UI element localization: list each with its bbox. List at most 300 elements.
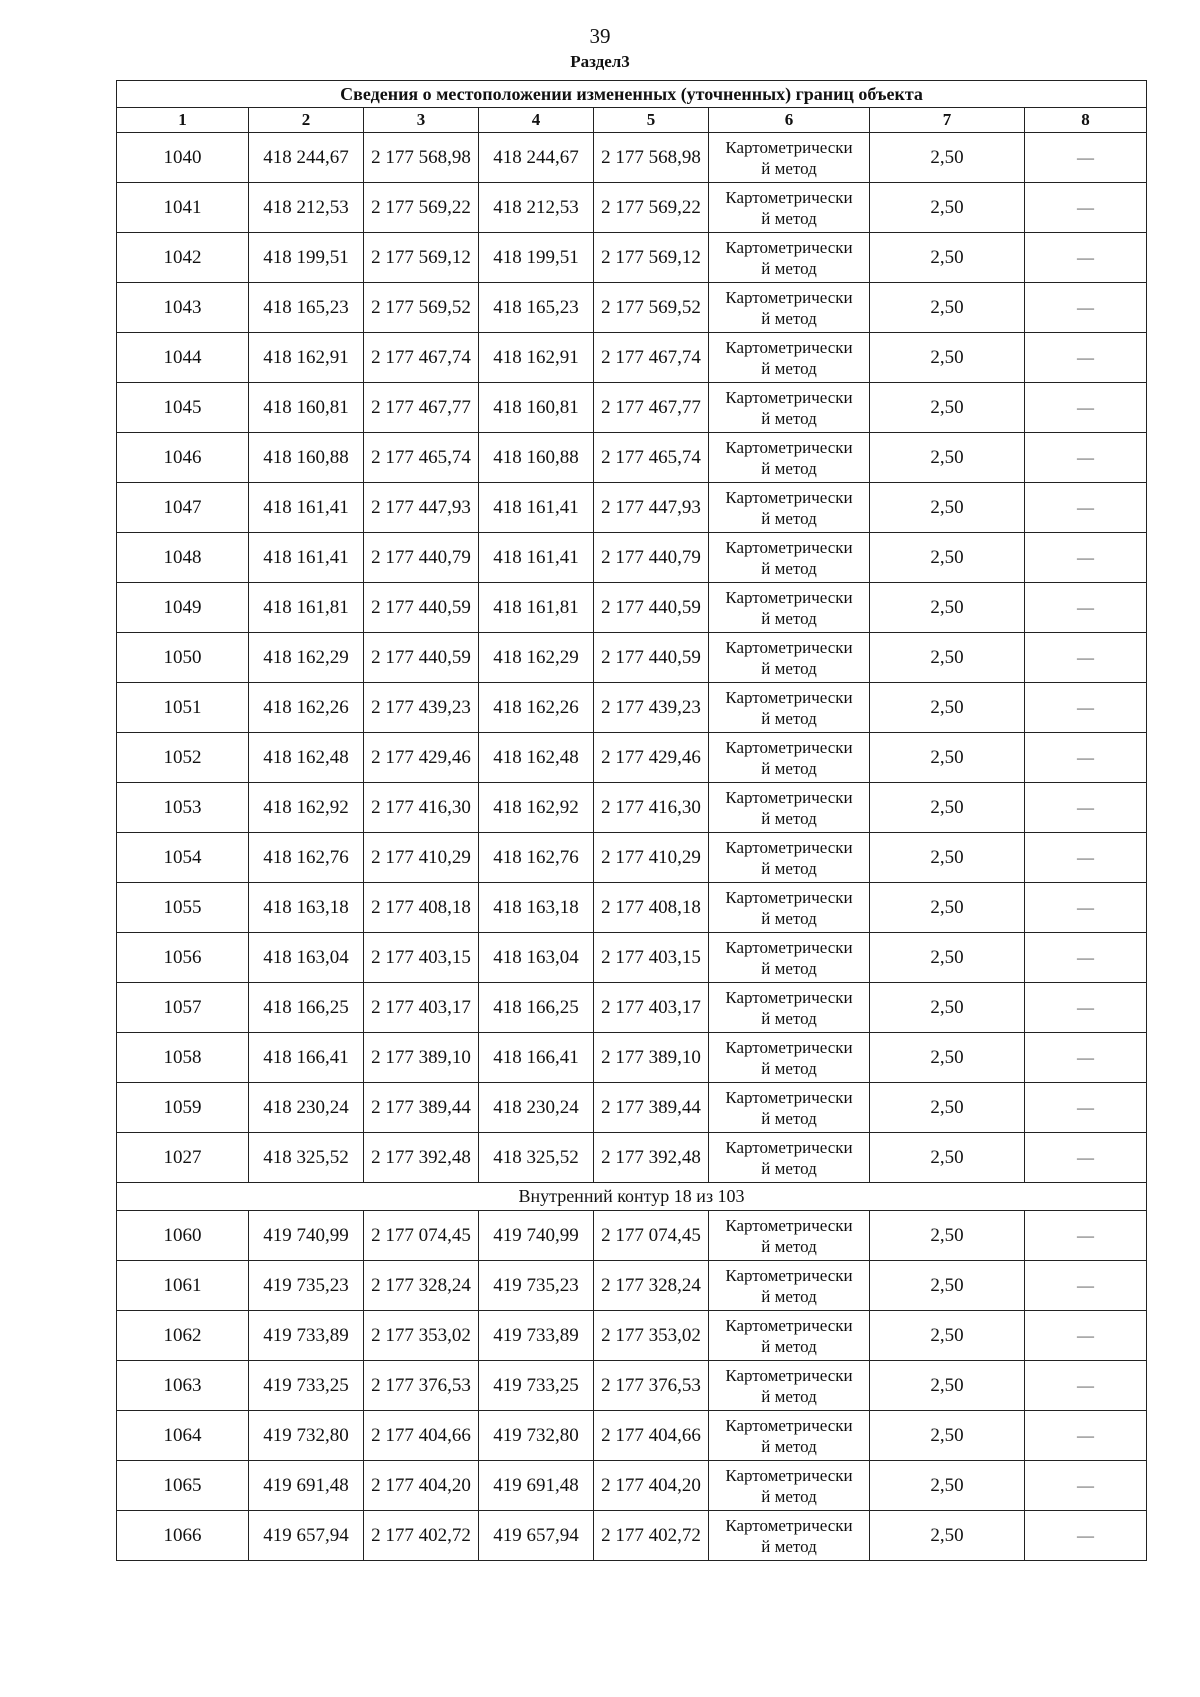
method-line-1: Картометрически — [725, 1365, 853, 1385]
method-line-1: Картометрически — [725, 737, 853, 757]
precision-cell: 2,50 — [870, 583, 1025, 633]
contour-group-row — [117, 1183, 1147, 1211]
table-row — [117, 283, 1147, 333]
coordinate-cell: 418 161,41 — [479, 483, 594, 533]
empty-value-dash: — — [1025, 683, 1147, 733]
method-line-1: Картометрически — [725, 487, 853, 507]
empty-value-dash: — — [1025, 883, 1147, 933]
coordinate-cell: 418 162,29 — [249, 633, 364, 683]
method-line-2: й метод — [761, 458, 817, 478]
method-line-2: й метод — [761, 1536, 817, 1556]
coordinate-cell: 418 162,76 — [479, 833, 594, 883]
coordinate-cell: 2 177 569,12 — [364, 233, 479, 283]
coordinate-cell: 418 162,26 — [479, 683, 594, 733]
method-cell — [709, 883, 870, 933]
point-number-cell: 1052 — [117, 733, 249, 783]
coordinate-cell: 418 166,25 — [479, 983, 594, 1033]
coordinate-cell: 419 732,80 — [479, 1411, 594, 1461]
table-body — [117, 133, 1147, 1561]
coordinate-cell: 2 177 402,72 — [594, 1511, 709, 1561]
precision-cell: 2,50 — [870, 533, 1025, 583]
point-number-cell: 1045 — [117, 383, 249, 433]
section-label: Раздел3 — [570, 52, 630, 71]
method-line-2: й метод — [761, 1108, 817, 1128]
table-row — [117, 433, 1147, 483]
method-cell — [709, 1261, 870, 1311]
coordinate-cell: 2 177 392,48 — [364, 1133, 479, 1183]
method-cell — [709, 433, 870, 483]
coordinate-cell: 2 177 404,20 — [594, 1461, 709, 1511]
precision-cell: 2,50 — [870, 733, 1025, 783]
coordinate-cell: 2 177 465,74 — [364, 433, 479, 483]
coordinate-cell: 419 733,25 — [479, 1361, 594, 1411]
table-row — [117, 1083, 1147, 1133]
coordinate-cell: 2 177 404,66 — [594, 1411, 709, 1461]
point-number-cell: 1049 — [117, 583, 249, 633]
coordinate-cell: 419 733,89 — [479, 1311, 594, 1361]
coordinate-cell: 419 735,23 — [249, 1261, 364, 1311]
point-number-cell: 1057 — [117, 983, 249, 1033]
method-line-2: й метод — [761, 158, 817, 178]
coordinate-cell: 418 162,91 — [249, 333, 364, 383]
coordinate-cell: 2 177 389,44 — [594, 1083, 709, 1133]
method-cell — [709, 1361, 870, 1411]
precision-cell: 2,50 — [870, 1083, 1025, 1133]
coordinate-cell: 418 161,41 — [479, 533, 594, 583]
precision-cell: 2,50 — [870, 1461, 1025, 1511]
precision-cell: 2,50 — [870, 283, 1025, 333]
method-line-1: Картометрически — [725, 1265, 853, 1285]
precision-cell: 2,50 — [870, 1511, 1025, 1561]
method-line-2: й метод — [761, 1386, 817, 1406]
coordinate-cell: 418 163,04 — [249, 933, 364, 983]
precision-cell: 2,50 — [870, 1211, 1025, 1261]
coordinate-cell: 418 244,67 — [249, 133, 364, 183]
precision-cell: 2,50 — [870, 633, 1025, 683]
coordinate-cell: 2 177 403,17 — [364, 983, 479, 1033]
coordinate-cell: 2 177 569,22 — [594, 183, 709, 233]
coordinate-cell: 418 161,81 — [249, 583, 364, 633]
coordinate-cell: 419 732,80 — [249, 1411, 364, 1461]
precision-cell: 2,50 — [870, 433, 1025, 483]
method-cell — [709, 1133, 870, 1183]
table-row — [117, 133, 1147, 183]
column-header: 8 — [1025, 108, 1147, 133]
method-line-1: Картометрически — [725, 437, 853, 457]
method-cell — [709, 133, 870, 183]
coordinate-cell: 418 199,51 — [479, 233, 594, 283]
method-cell — [709, 583, 870, 633]
coordinate-cell: 2 177 440,59 — [364, 583, 479, 633]
precision-cell: 2,50 — [870, 1311, 1025, 1361]
point-number-cell: 1055 — [117, 883, 249, 933]
empty-value-dash: — — [1025, 1261, 1147, 1311]
coordinate-cell: 419 735,23 — [479, 1261, 594, 1311]
coordinate-cell: 419 657,94 — [479, 1511, 594, 1561]
method-cell — [709, 1511, 870, 1561]
method-line-1: Картометрически — [725, 537, 853, 557]
empty-value-dash: — — [1025, 1133, 1147, 1183]
coordinate-cell: 2 177 416,30 — [364, 783, 479, 833]
coordinate-cell: 2 177 403,15 — [594, 933, 709, 983]
precision-cell: 2,50 — [870, 133, 1025, 183]
point-number-cell: 1040 — [117, 133, 249, 183]
table-row — [117, 983, 1147, 1033]
empty-value-dash: — — [1025, 483, 1147, 533]
coordinate-cell: 2 177 429,46 — [594, 733, 709, 783]
point-number-cell: 1064 — [117, 1411, 249, 1461]
empty-value-dash: — — [1025, 1461, 1147, 1511]
empty-value-dash: — — [1025, 283, 1147, 333]
point-number-cell: 1041 — [117, 183, 249, 233]
method-line-2: й метод — [761, 508, 817, 528]
table-row — [117, 1133, 1147, 1183]
method-line-1: Картометрически — [725, 1515, 853, 1535]
point-number-cell: 1062 — [117, 1311, 249, 1361]
method-line-2: й метод — [761, 1008, 817, 1028]
precision-cell: 2,50 — [870, 333, 1025, 383]
table-row — [117, 1461, 1147, 1511]
coordinate-cell: 2 177 569,52 — [594, 283, 709, 333]
method-line-2: й метод — [761, 658, 817, 678]
coordinate-cell: 2 177 568,98 — [594, 133, 709, 183]
coordinate-cell: 2 177 402,72 — [364, 1511, 479, 1561]
precision-cell: 2,50 — [870, 983, 1025, 1033]
coordinate-cell: 418 230,24 — [479, 1083, 594, 1133]
coordinate-cell: 418 162,48 — [479, 733, 594, 783]
point-number-cell: 1042 — [117, 233, 249, 283]
coordinate-cell: 2 177 389,10 — [594, 1033, 709, 1083]
method-cell — [709, 183, 870, 233]
coordinate-cell: 418 325,52 — [249, 1133, 364, 1183]
coordinate-cell: 2 177 408,18 — [594, 883, 709, 933]
coordinate-cell: 2 177 467,77 — [364, 383, 479, 433]
empty-value-dash: — — [1025, 733, 1147, 783]
point-number-cell: 1058 — [117, 1033, 249, 1083]
coordinate-cell: 2 177 569,22 — [364, 183, 479, 233]
method-cell — [709, 233, 870, 283]
method-cell — [709, 633, 870, 683]
coordinate-cell: 2 177 447,93 — [594, 483, 709, 533]
column-header: 6 — [709, 108, 870, 133]
coordinate-cell: 2 177 408,18 — [364, 883, 479, 933]
point-number-cell: 1059 — [117, 1083, 249, 1133]
empty-value-dash: — — [1025, 183, 1147, 233]
precision-cell: 2,50 — [870, 1261, 1025, 1311]
column-header: 5 — [594, 108, 709, 133]
coordinate-cell: 418 162,92 — [249, 783, 364, 833]
table-row — [117, 1311, 1147, 1361]
coordinate-cell: 418 165,23 — [479, 283, 594, 333]
method-line-1: Картометрически — [725, 787, 853, 807]
precision-cell: 2,50 — [870, 1033, 1025, 1083]
method-line-2: й метод — [761, 558, 817, 578]
coordinate-cell: 418 160,88 — [479, 433, 594, 483]
method-cell — [709, 533, 870, 583]
coordinate-cell: 2 177 416,30 — [594, 783, 709, 833]
method-line-1: Картометрически — [725, 937, 853, 957]
point-number-cell: 1054 — [117, 833, 249, 883]
method-line-1: Картометрически — [725, 1215, 853, 1235]
table-row — [117, 1411, 1147, 1461]
coordinate-cell: 2 177 410,29 — [364, 833, 479, 883]
table-row — [117, 733, 1147, 783]
method-cell — [709, 833, 870, 883]
coordinate-cell: 418 230,24 — [249, 1083, 364, 1133]
point-number-cell: 1044 — [117, 333, 249, 383]
coordinate-cell: 418 160,88 — [249, 433, 364, 483]
empty-value-dash: — — [1025, 1511, 1147, 1561]
table-row — [117, 833, 1147, 883]
method-cell — [709, 683, 870, 733]
empty-value-dash: — — [1025, 633, 1147, 683]
coordinate-cell: 2 177 440,59 — [594, 583, 709, 633]
column-header: 4 — [479, 108, 594, 133]
coordinate-cell: 2 177 404,66 — [364, 1411, 479, 1461]
method-line-1: Картометрически — [725, 987, 853, 1007]
empty-value-dash: — — [1025, 333, 1147, 383]
method-line-2: й метод — [761, 808, 817, 828]
coordinate-cell: 419 740,99 — [249, 1211, 364, 1261]
coordinate-cell: 2 177 467,74 — [364, 333, 479, 383]
column-header: 1 — [117, 108, 249, 133]
coordinate-cell: 2 177 569,52 — [364, 283, 479, 333]
method-cell — [709, 733, 870, 783]
coordinate-cell: 418 161,81 — [479, 583, 594, 633]
method-cell — [709, 1033, 870, 1083]
table-row — [117, 1261, 1147, 1311]
empty-value-dash: — — [1025, 433, 1147, 483]
column-header: 3 — [364, 108, 479, 133]
method-line-2: й метод — [761, 758, 817, 778]
table-row — [117, 583, 1147, 633]
coordinate-cell: 2 177 328,24 — [364, 1261, 479, 1311]
column-header: 2 — [249, 108, 364, 133]
method-cell — [709, 283, 870, 333]
boundary-coordinates-table — [116, 80, 1147, 1561]
method-line-1: Картометрически — [725, 637, 853, 657]
coordinate-cell: 2 177 467,77 — [594, 383, 709, 433]
precision-cell: 2,50 — [870, 183, 1025, 233]
method-line-2: й метод — [761, 608, 817, 628]
contour-group-label: Внутренний контур 18 из 103 — [117, 1183, 1147, 1211]
coordinate-cell: 2 177 429,46 — [364, 733, 479, 783]
method-cell — [709, 783, 870, 833]
precision-cell: 2,50 — [870, 833, 1025, 883]
method-cell — [709, 933, 870, 983]
coordinate-cell: 2 177 447,93 — [364, 483, 479, 533]
coordinate-cell: 418 162,26 — [249, 683, 364, 733]
coordinate-cell: 2 177 465,74 — [594, 433, 709, 483]
coordinate-cell: 2 177 389,10 — [364, 1033, 479, 1083]
coordinate-cell: 2 177 389,44 — [364, 1083, 479, 1133]
precision-cell: 2,50 — [870, 883, 1025, 933]
column-header: 7 — [870, 108, 1025, 133]
method-cell — [709, 1083, 870, 1133]
coordinate-cell: 2 177 440,79 — [594, 533, 709, 583]
coordinate-cell: 2 177 467,74 — [594, 333, 709, 383]
coordinate-cell: 2 177 376,53 — [364, 1361, 479, 1411]
coordinate-cell: 418 163,18 — [249, 883, 364, 933]
method-line-2: й метод — [761, 1236, 817, 1256]
point-number-cell: 1047 — [117, 483, 249, 533]
coordinate-cell: 419 733,25 — [249, 1361, 364, 1411]
method-line-1: Картометрически — [725, 387, 853, 407]
empty-value-dash: — — [1025, 533, 1147, 583]
coordinate-cell: 2 177 392,48 — [594, 1133, 709, 1183]
coordinate-cell: 418 166,25 — [249, 983, 364, 1033]
method-line-1: Картометрически — [725, 1137, 853, 1157]
table-row — [117, 633, 1147, 683]
coordinate-cell: 2 177 440,59 — [594, 633, 709, 683]
coordinate-cell: 2 177 403,17 — [594, 983, 709, 1033]
coordinate-cell: 418 199,51 — [249, 233, 364, 283]
method-line-2: й метод — [761, 958, 817, 978]
coordinate-cell: 2 177 074,45 — [594, 1211, 709, 1261]
method-line-2: й метод — [761, 858, 817, 878]
method-line-2: й метод — [761, 1158, 817, 1178]
precision-cell: 2,50 — [870, 483, 1025, 533]
method-line-2: й метод — [761, 208, 817, 228]
coordinate-cell: 418 162,76 — [249, 833, 364, 883]
method-line-2: й метод — [761, 408, 817, 428]
empty-value-dash: — — [1025, 1361, 1147, 1411]
coordinate-cell: 418 166,41 — [249, 1033, 364, 1083]
precision-cell: 2,50 — [870, 233, 1025, 283]
method-line-2: й метод — [761, 1336, 817, 1356]
method-line-1: Картометрически — [725, 687, 853, 707]
precision-cell: 2,50 — [870, 933, 1025, 983]
empty-value-dash: — — [1025, 1033, 1147, 1083]
method-cell — [709, 1311, 870, 1361]
column-header-row — [117, 108, 1147, 133]
method-line-1: Картометрически — [725, 1087, 853, 1107]
empty-value-dash: — — [1025, 933, 1147, 983]
precision-cell: 2,50 — [870, 1361, 1025, 1411]
precision-cell: 2,50 — [870, 683, 1025, 733]
empty-value-dash: — — [1025, 1411, 1147, 1461]
method-line-2: й метод — [761, 1436, 817, 1456]
method-line-1: Картометрически — [725, 1037, 853, 1057]
coordinate-cell: 419 691,48 — [479, 1461, 594, 1511]
coordinate-cell: 418 163,18 — [479, 883, 594, 933]
table-row — [117, 1511, 1147, 1561]
method-line-2: й метод — [761, 1286, 817, 1306]
coordinate-cell: 418 212,53 — [479, 183, 594, 233]
empty-value-dash: — — [1025, 1311, 1147, 1361]
method-line-2: й метод — [761, 258, 817, 278]
method-line-2: й метод — [761, 1058, 817, 1078]
coordinate-cell: 419 691,48 — [249, 1461, 364, 1511]
method-line-2: й метод — [761, 908, 817, 928]
page-number: 39 — [589, 24, 611, 48]
precision-cell: 2,50 — [870, 1133, 1025, 1183]
coordinate-cell: 418 161,41 — [249, 483, 364, 533]
point-number-cell: 1060 — [117, 1211, 249, 1261]
coordinate-cell: 2 177 353,02 — [594, 1311, 709, 1361]
point-number-cell: 1056 — [117, 933, 249, 983]
coordinate-cell: 418 160,81 — [479, 383, 594, 433]
method-cell — [709, 483, 870, 533]
point-number-cell: 1051 — [117, 683, 249, 733]
method-line-2: й метод — [761, 358, 817, 378]
coordinate-cell: 2 177 410,29 — [594, 833, 709, 883]
coordinate-cell: 2 177 403,15 — [364, 933, 479, 983]
table-row — [117, 933, 1147, 983]
coordinate-cell: 418 160,81 — [249, 383, 364, 433]
coordinate-cell: 2 177 440,79 — [364, 533, 479, 583]
coordinate-cell: 418 162,92 — [479, 783, 594, 833]
coordinate-cell: 419 740,99 — [479, 1211, 594, 1261]
point-number-cell: 1027 — [117, 1133, 249, 1183]
coordinate-cell: 418 163,04 — [479, 933, 594, 983]
coordinate-cell: 418 162,48 — [249, 733, 364, 783]
table-row — [117, 483, 1147, 533]
coordinate-cell: 2 177 440,59 — [364, 633, 479, 683]
coordinate-cell: 418 165,23 — [249, 283, 364, 333]
method-line-1: Картометрически — [725, 1415, 853, 1435]
method-line-1: Картометрически — [725, 587, 853, 607]
method-line-1: Картометрически — [725, 237, 853, 257]
table-row — [117, 383, 1147, 433]
point-number-cell: 1048 — [117, 533, 249, 583]
coordinate-cell: 2 177 328,24 — [594, 1261, 709, 1311]
empty-value-dash: — — [1025, 133, 1147, 183]
method-cell — [709, 1411, 870, 1461]
point-number-cell: 1065 — [117, 1461, 249, 1511]
method-line-1: Картометрически — [725, 287, 853, 307]
coordinate-cell: 2 177 353,02 — [364, 1311, 479, 1361]
coordinate-cell: 2 177 439,23 — [364, 683, 479, 733]
method-cell — [709, 1461, 870, 1511]
method-cell — [709, 983, 870, 1033]
table-title: Сведения о местоположении измененных (уточненных) границ объекта — [117, 81, 1147, 108]
precision-cell: 2,50 — [870, 783, 1025, 833]
coordinate-cell: 418 166,41 — [479, 1033, 594, 1083]
point-number-cell: 1061 — [117, 1261, 249, 1311]
method-line-1: Картометрически — [725, 1465, 853, 1485]
empty-value-dash: — — [1025, 383, 1147, 433]
method-line-2: й метод — [761, 708, 817, 728]
table-row — [117, 183, 1147, 233]
coordinate-cell: 419 733,89 — [249, 1311, 364, 1361]
method-line-2: й метод — [761, 308, 817, 328]
table-row — [117, 883, 1147, 933]
coordinate-cell: 418 161,41 — [249, 533, 364, 583]
table-row — [117, 333, 1147, 383]
empty-value-dash: — — [1025, 583, 1147, 633]
method-cell — [709, 383, 870, 433]
table-row — [117, 533, 1147, 583]
coordinate-cell: 418 162,29 — [479, 633, 594, 683]
empty-value-dash: — — [1025, 1211, 1147, 1261]
method-line-1: Картометрически — [725, 837, 853, 857]
coordinate-cell: 2 177 376,53 — [594, 1361, 709, 1411]
point-number-cell: 1050 — [117, 633, 249, 683]
table-row — [117, 1361, 1147, 1411]
empty-value-dash: — — [1025, 833, 1147, 883]
precision-cell: 2,50 — [870, 383, 1025, 433]
coordinate-cell: 418 325,52 — [479, 1133, 594, 1183]
table-row — [117, 1033, 1147, 1083]
precision-cell: 2,50 — [870, 1411, 1025, 1461]
method-cell — [709, 333, 870, 383]
coordinate-cell: 2 177 074,45 — [364, 1211, 479, 1261]
table-row — [117, 683, 1147, 733]
coordinate-cell: 2 177 439,23 — [594, 683, 709, 733]
table-row — [117, 783, 1147, 833]
method-line-1: Картометрически — [725, 137, 853, 157]
